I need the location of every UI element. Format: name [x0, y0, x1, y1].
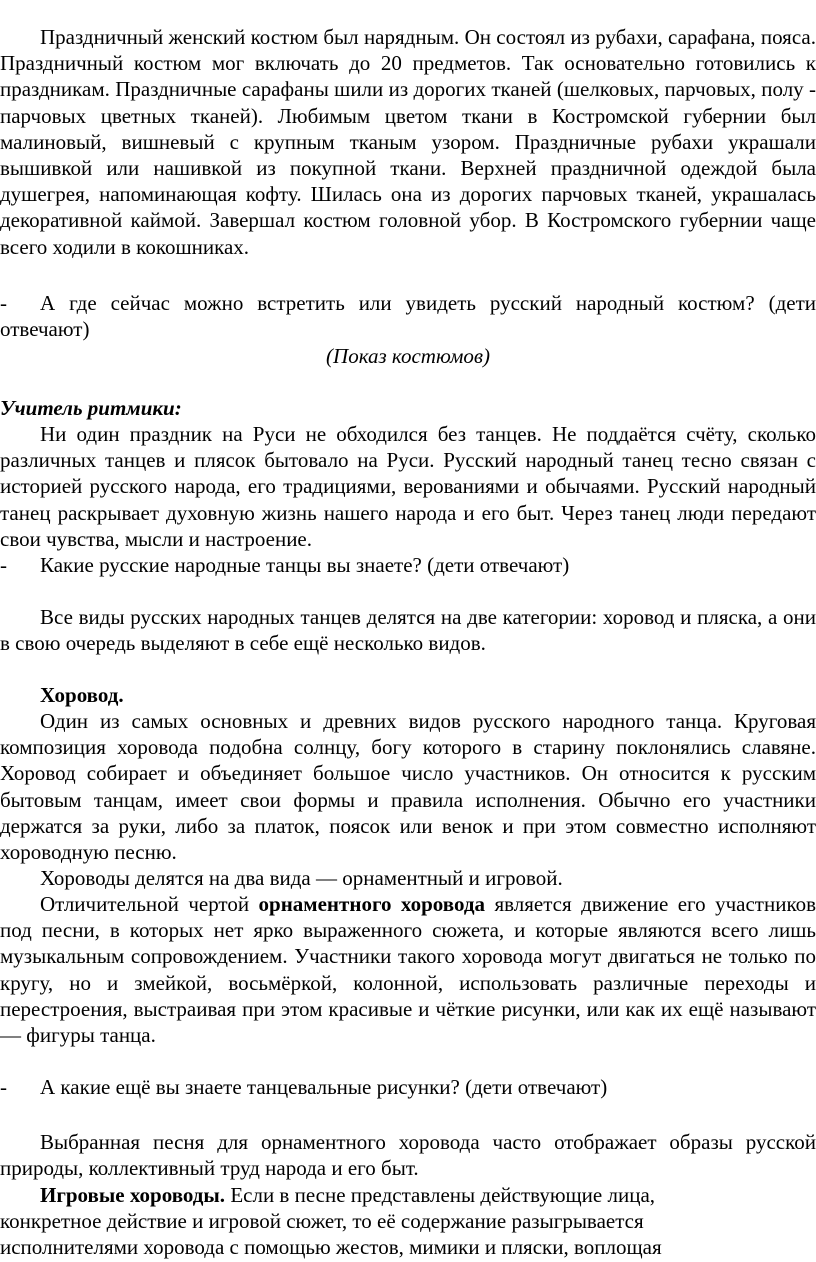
paragraph-categories: Все виды русских народных танцев делятся на две категории: хоровод и пляска, а они в свою очередь выделяют в себе ещё несколько видов.: [0, 605, 816, 656]
ornamental-post: является движение его участников под песни, в которых нет ярко выраженного сюжета, и которые являются всего лишь музыкальным сопровождением. Участники такого хоровода могут двигаться не только по кругу, но и змейкой, восьмёркой, колонной, использовать различные переходы и перестроения, выстраивая при этом красивые и чёткие рисунки, или как их ещё называют — фигуры танца.: [0, 892, 816, 1048]
paragraph-game: [0, 1182, 730, 1261]
khorovod-heading: Хоровод.: [40, 683, 124, 707]
dash-marker: -: [0, 1075, 7, 1099]
dash-marker: -: [0, 553, 7, 577]
question-1-text: А где сейчас можно встретить или увидеть русский народный костюм? (дети отвечают): [0, 291, 816, 342]
dash-marker: -: [0, 291, 7, 315]
question-3: [0, 1074, 816, 1100]
question-2: [0, 552, 816, 578]
question-block-1: [0, 290, 816, 342]
game-bold: Игровые хороводы.: [40, 1183, 226, 1207]
question-1: [0, 290, 816, 342]
paragraph-song: Выбранная песня для орнаментного хоровода часто отображает образы русской природы, коллективный труд народа и его быт.: [0, 1130, 816, 1181]
question-2-text: Какие русские народные танцы вы знаете? (дети отвечают): [40, 553, 570, 577]
paragraph-ornamental: [0, 891, 816, 1048]
teacher-label: Учитель ритмики:: [0, 396, 182, 420]
paragraph-costume: Праздничный женский костюм был нарядным. Он состоял из рубахи, сарафана, пояса. Праздничный костюм мог включать до 20 предметов. Так основательно готовились к праздникам. Праздничные сарафаны шили из дорогих тканей (шелковых, парчовых, полу - парчовых цветных тканей). Любимым цветом ткани в Костромской губернии был малиновый, вишневый с крупным тканым узором. Праздничные рубахи украшали вышивкой или нашивкой из покупной ткани. Верхней праздничной одеждой была душегрея, напоминающая кофту. Шилась она из дорогих парчовых тканей, украшалась декоративной каймой. Завершал костюм головной убор. В Костромского губернии чаще всего ходили в кокошниках.: [0, 25, 816, 259]
paragraph-two-kinds: Хороводы делятся на два вида — орнаментный и игровой.: [40, 866, 563, 890]
paragraph-dance-intro: Ни один праздник на Руси не обходился без танцев. Не поддаётся счёту, сколько различных танцев и плясок бытовало на Руси. Русский народный танец тесно связан с историей русского народа, его традициями, верованиями и обычаями. Русский народный танец раскрывает духовную жизнь нашего народа и его быт. Через танец люди передают свои чувства, мысли и настроение.: [0, 422, 816, 551]
question-3-text: А какие ещё вы знаете танцевальные рисунки? (дети отвечают): [40, 1075, 608, 1099]
show-costumes-note: (Показ костюмов): [326, 344, 490, 368]
paragraph-khorovod: Один из самых основных и древних видов русского народного танца. Круговая композиция хоровода подобна солнцу, богу которого в старину поклонялись славяне. Хоровод собирает и объединяет большое число участников. Он относится к русским бытовым танцам, имеет свои формы и правила исполнения. Обычно его участники держатся за руки, либо за платок, поясок или венок и при этом совместно исполняют хороводную песню.: [0, 709, 816, 865]
ornamental-bold: орнаментного хоровода: [258, 892, 485, 916]
ornamental-pre: Отличительной чертой: [40, 892, 259, 916]
game-text: Если в песне представлены действующие лица, конкретное действие и игровой сюжет, то её содержание разыгрывается исполнителями хоровода с помощью жестов, мимики и пляски, воплощая: [0, 1183, 662, 1260]
